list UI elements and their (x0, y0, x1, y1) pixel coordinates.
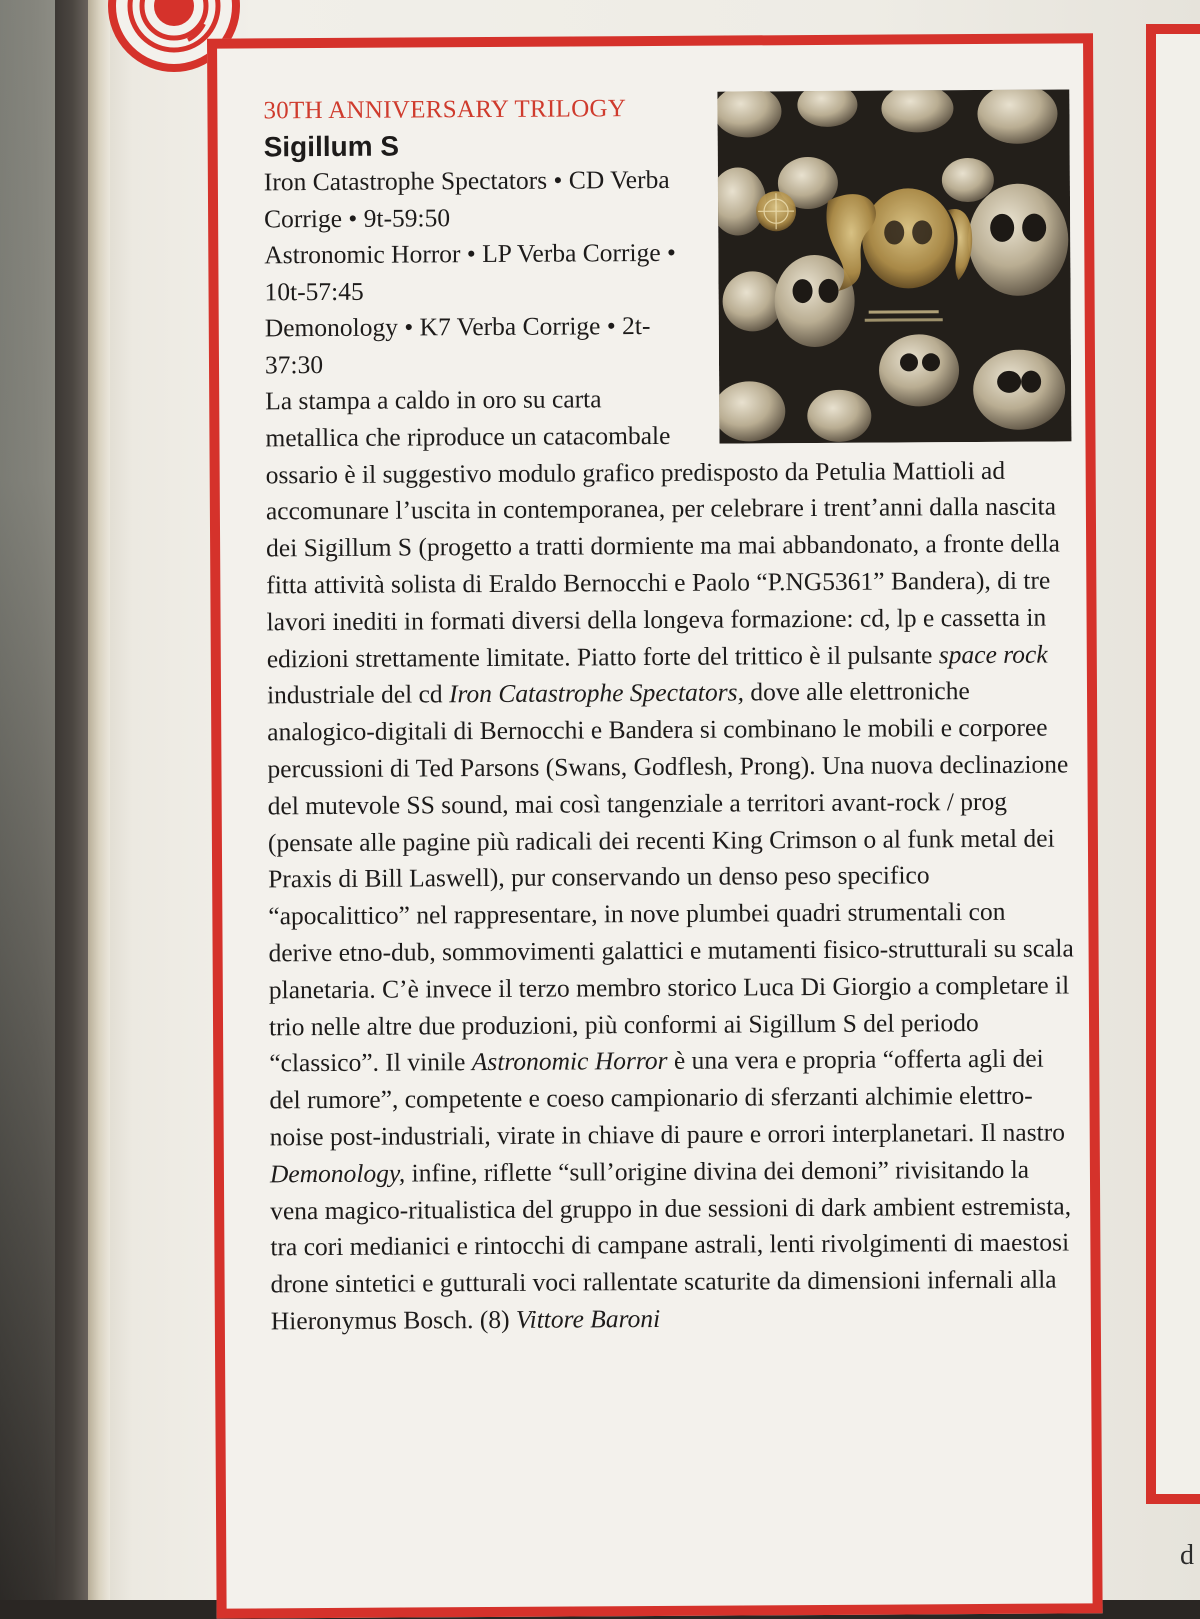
release-line: Iron Catastrophe Spectators • CD Verba Corrige • 9t-59:50 (263, 164, 670, 233)
body-text-segment: industriale del cd (266, 679, 450, 710)
series-label: 30TH ANNIVERSARY TRILOGY (263, 95, 627, 125)
body-text-segment: è una vera e propria “offerta agli dei del rumore”, competente e coeso campionario di sferzanti alchimie elettro-noise post-industriali, virate in chiave di paure e orrori interplanetari. Il nastro (269, 1043, 1065, 1152)
release-line: Demonology • K7 Verba Corrige • 2t-37:30 (264, 311, 651, 379)
binding-highlight (0, 0, 55, 1600)
body-text-segment: La stampa a caldo in oro su carta metallica che riproduce un catacombale ossario è il suggestivo modulo grafico predisposto da Petulia Mattioli ad accomunare l’uscita in contemporanea, per celebrare i trent’anni dalla nascita dei Sigillum S (progetto a tratti dormiente ma mai abbandonato, a fronte della fitta attività solista di Eraldo Bernocchi e Paolo “P.NG5361” Bandera), di tre lavori inediti in formati diversi della longeva formazione: cd, lp e cassetta in edizioni strettamente limitate. Piatto forte del trittico è il pulsante (265, 384, 1061, 673)
body-text-segment: dove alle elettroniche analogico-digitali di Bernocchi e Bandera si combinano le mobili e corporee percussioni di Ted Parsons (Swans, Godflesh, Prong). Una nuova declinazione del mutevole SS sound, mai così tangenziale a territori avant-rock / prog (pensate alle pagine più radicali dei recenti King Crimson o al funk metal dei Praxis di Bill Laswell), pur conservando un denso peso specifico “apocalittico” nel rappresentare, in nove plumbei quadri strumentali con derive etno-dub, sommovimenti galattici e mutamenti fisico-strutturali su scala planetaria. C’è invece il terzo membro storico Luca Di Giorgio a completare il trio nelle altre due produzioni, più conformi ai Sigillum S del periodo “classico”. Il vinile (267, 676, 1074, 1078)
body-italic-title: Demonology, (269, 1158, 406, 1189)
artist-name: Sigillum S (263, 130, 400, 163)
body-italic-genre: space rock (938, 639, 1048, 669)
body-text-segment: infine, riflette “sull’origine divina dei demoni” rivisitando la vena magico-ritualistica del gruppo in due sessioni di dark ambient estremista, tra cori medianici e rintocchi di campane astrali, lenti rivolgimenti di maestosi drone sintetici e gutturali voci rallentate scaturite da dimensioni infernali alla Hieronymus Bosch. (8) (270, 1154, 1072, 1336)
adjacent-review-frame (1146, 24, 1200, 1504)
page-gutter-edge (88, 0, 110, 1600)
release-line: Astronomic Horror • LP Verba Corrige • 10t-57:45 (264, 237, 677, 306)
adjacent-text-fragment: d (1180, 1540, 1194, 1571)
review-author: Vittore Baroni (515, 1303, 661, 1334)
body-italic-title: Astronomic Horror (471, 1046, 668, 1077)
review-body (265, 378, 1077, 1340)
review-content (263, 89, 1077, 1340)
review-box (207, 33, 1103, 1618)
album-cover-skulls (717, 89, 1071, 443)
body-italic-title: Iron Catastrophe Spectators, (448, 677, 745, 709)
